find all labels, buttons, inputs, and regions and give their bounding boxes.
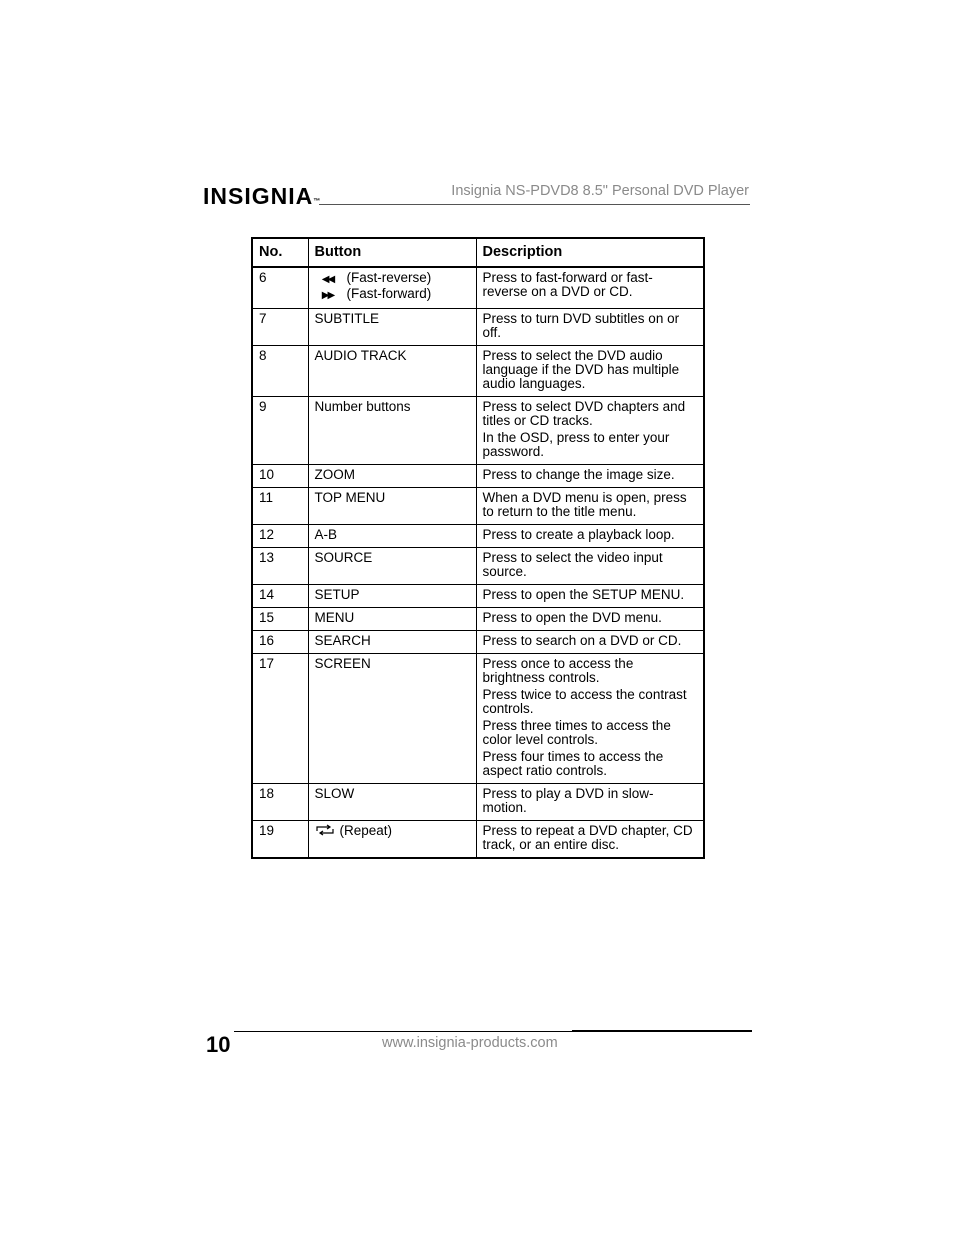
cell-no: 10 <box>252 465 308 488</box>
cell-description <box>476 608 704 631</box>
cell-description <box>476 525 704 548</box>
cell-button: ZOOM <box>308 465 476 488</box>
column-header-button: Button <box>308 238 476 267</box>
cell-description <box>476 784 704 821</box>
table-row <box>252 585 704 608</box>
footer-url: www.insignia-products.com <box>382 1035 558 1051</box>
description-paragraph: In the OSD, press to enter your password. <box>482 430 670 459</box>
table-row <box>252 784 704 821</box>
description-paragraph: Press to select the video input source. <box>482 550 663 579</box>
cell-button: SLOW <box>308 784 476 821</box>
description-paragraph: When a DVD menu is open, press to return to the title menu. <box>482 490 687 519</box>
table-row <box>252 309 704 346</box>
table-row <box>252 608 704 631</box>
cell-no: 14 <box>252 585 308 608</box>
cell-description <box>476 465 704 488</box>
document-title: Insignia NS-PDVD8 8.5" Personal DVD Player <box>451 183 749 199</box>
cell-description <box>476 548 704 585</box>
table-row <box>252 821 704 859</box>
cell-no: 19 <box>252 821 308 859</box>
cell-button: SEARCH <box>308 631 476 654</box>
header-rule <box>319 204 750 205</box>
cell-no: 16 <box>252 631 308 654</box>
button-line <box>315 824 470 838</box>
cell-no: 15 <box>252 608 308 631</box>
description-paragraph: Press to repeat a DVD chapter, CD track, or an entire disc. <box>482 823 693 852</box>
description-paragraph: Press to turn DVD subtitles on or off. <box>482 311 680 340</box>
table-row <box>252 346 704 397</box>
cell-button: SUBTITLE <box>308 309 476 346</box>
description-paragraph: Press to select DVD chapters and titles or CD tracks. <box>482 399 686 428</box>
description-paragraph: Press to play a DVD in slow-motion. <box>482 786 654 815</box>
description-paragraph: Press to open the DVD menu. <box>482 610 662 625</box>
cell-no: 6 <box>252 267 308 309</box>
cell-description <box>476 267 704 309</box>
description-paragraph: Press four times to access the aspect ratio controls. <box>482 749 664 778</box>
cell-button: A-B <box>308 525 476 548</box>
description-paragraph: Press once to access the brightness controls. <box>482 656 634 685</box>
table-body <box>252 267 704 858</box>
fast-reverse-icon: ◀◀ <box>321 274 334 285</box>
cell-no: 8 <box>252 346 308 397</box>
description-paragraph: Press to fast-forward or fast-reverse on a DVD or CD. <box>482 270 653 299</box>
button-description-table <box>251 237 705 859</box>
cell-button <box>308 821 476 859</box>
cell-no: 12 <box>252 525 308 548</box>
cell-no: 18 <box>252 784 308 821</box>
footer-rule-accent <box>572 1030 752 1032</box>
cell-button: MENU <box>308 608 476 631</box>
cell-button: TOP MENU <box>308 488 476 525</box>
table-header-row <box>252 238 704 267</box>
insignia-logo: INSIGNIA™ <box>203 183 321 209</box>
cell-no: 7 <box>252 309 308 346</box>
table-row <box>252 631 704 654</box>
cell-button: SCREEN <box>308 654 476 784</box>
column-header-no: No. <box>252 238 308 267</box>
table-row <box>252 654 704 784</box>
table-row <box>252 488 704 525</box>
cell-no: 11 <box>252 488 308 525</box>
cell-no: 9 <box>252 397 308 465</box>
cell-button: Number buttons <box>308 397 476 465</box>
cell-description <box>476 309 704 346</box>
description-paragraph: Press three times to access the color level controls. <box>482 718 671 747</box>
table-row <box>252 397 704 465</box>
button-label: (Repeat) <box>339 823 393 838</box>
button-line <box>315 271 470 287</box>
cell-description <box>476 346 704 397</box>
fast-forward-icon: ▶▶ <box>321 290 334 301</box>
description-paragraph: Press to open the SETUP MENU. <box>482 587 685 602</box>
button-label: (Fast-reverse) <box>346 270 432 285</box>
column-header-description: Description <box>476 238 704 267</box>
cell-button: SOURCE <box>308 548 476 585</box>
table-row <box>252 267 704 309</box>
description-paragraph: Press to select the DVD audio language if the DVD has multiple audio languages. <box>482 348 680 391</box>
cell-button: SETUP <box>308 585 476 608</box>
cell-description <box>476 488 704 525</box>
description-paragraph: Press to search on a DVD or CD. <box>482 633 682 648</box>
cell-description <box>476 585 704 608</box>
description-paragraph: Press to change the image size. <box>482 467 675 482</box>
cell-description <box>476 631 704 654</box>
table-row <box>252 548 704 585</box>
repeat-icon <box>315 824 335 836</box>
table-row <box>252 525 704 548</box>
cell-description <box>476 397 704 465</box>
cell-no: 17 <box>252 654 308 784</box>
button-line <box>315 287 470 303</box>
description-paragraph: Press twice to access the contrast controls. <box>482 687 687 716</box>
cell-button: AUDIO TRACK <box>308 346 476 397</box>
cell-button <box>308 267 476 309</box>
cell-description <box>476 654 704 784</box>
cell-description <box>476 821 704 859</box>
button-label: (Fast-forward) <box>346 286 432 301</box>
table-row <box>252 465 704 488</box>
page-number: 10 <box>206 1032 231 1057</box>
cell-no: 13 <box>252 548 308 585</box>
description-paragraph: Press to create a playback loop. <box>482 527 675 542</box>
